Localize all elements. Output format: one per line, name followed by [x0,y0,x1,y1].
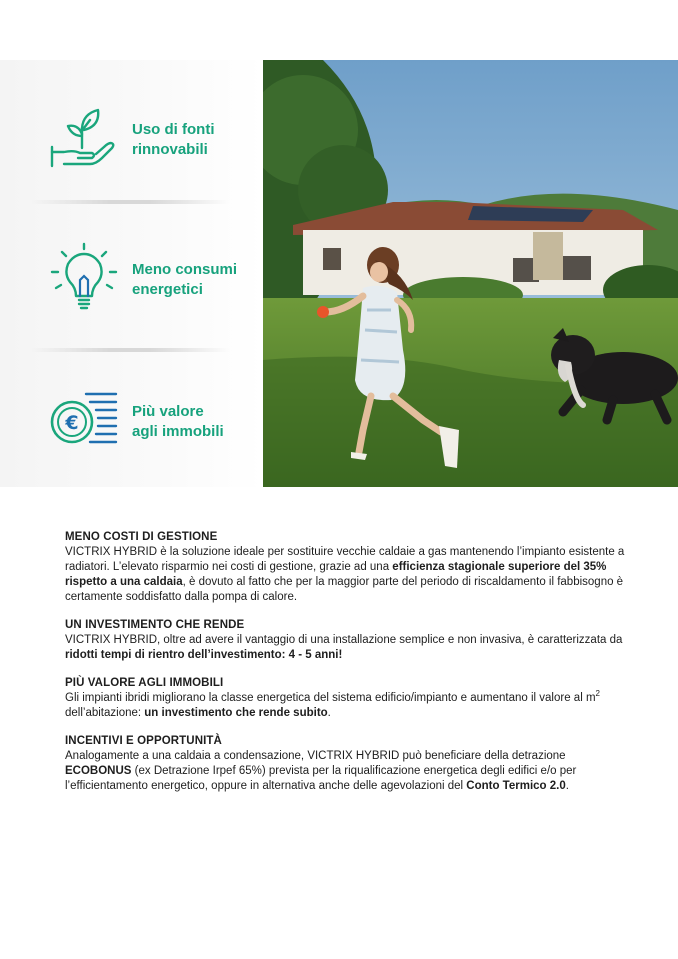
hand-plant-icon [46,100,126,180]
section-title: UN INVESTIMENTO CHE RENDE [65,619,245,631]
light-bulb-icon [46,240,126,320]
section-body [65,545,625,605]
content-section [65,618,625,663]
content-section [65,530,625,605]
body-text: Analogamente a una caldaia a condensazione, VICTRIX HYBRID può beneficiare della detrazione [65,750,566,762]
feature-label [132,120,256,160]
body-text: VICTRIX HYBRID, oltre ad avere il vantaggio di una installazione semplice e non invasiva, è caratterizzata da [65,634,623,646]
feature-value [46,382,256,462]
text-content [65,530,625,807]
content-section [65,734,625,794]
section-title: INCENTIVI E OPPORTUNITÀ [65,735,222,747]
feature-label-line: energetici [132,281,203,298]
feature-label [132,260,256,300]
bold-text: un investimento che rende subito [144,707,328,719]
feature-label-line: agli immobili [132,423,224,440]
bold-text: ridotti tempi di rientro dell’investimento: 4 - 5 anni! [65,649,343,661]
bold-text: efficienza stagionale superiore del 35% rispetto a una caldaia [65,561,607,588]
euro-coin-icon [46,382,126,462]
section-title: PIÙ VALORE AGLI IMMOBILI [65,677,224,689]
body-text: . [327,707,331,719]
feature-label-line: Meno consumi [132,261,238,278]
body-text: Gli impianti ibridi migliorano la classe energetica del sistema edificio/impianto e aumentano il valore al m [65,692,596,704]
body-text: dell’abitazione: [65,707,145,719]
bold-text: Conto Termico 2.0 [466,780,566,792]
features-panel [0,60,263,487]
divider [30,200,230,204]
feature-consumption [46,240,256,320]
section-body [65,749,625,794]
svg-text:€: € [65,412,79,434]
section-body [65,691,625,721]
feature-label-line: Uso di fonti [132,121,215,138]
content-section [65,676,625,721]
bold-text: ECOBONUS [65,765,132,777]
body-text: , è dovuto al fatto che per la maggior parte del periodo di riscaldamento il fabbisogno è certamente soddisfatto dalla pompa di calore. [65,576,624,603]
superscript-text: 2 [595,689,600,699]
hero-banner [0,60,678,487]
body-text: (ex Detrazione Irpef 65%) prevista per la riqualificazione energetica degli edifici e/o per l’efficientamento energetico, oppure in alternativa anche delle agevolazioni del [65,765,577,792]
section-title: MENO COSTI DI GESTIONE [65,531,218,543]
feature-label-line: rinnovabili [132,141,208,158]
feature-renewables [46,100,256,180]
family-garden-photo [263,60,678,487]
body-text: . [565,780,569,792]
body-text: VICTRIX HYBRID è la soluzione ideale per sostituire vecchie caldaie a gas mantenendo l’impianto esistente a radiatori. L’elevato risparmio nei costi di gestione, grazie ad una [65,546,625,573]
divider [30,348,230,352]
section-body [65,633,625,663]
feature-label-line: Più valore [132,403,204,420]
feature-label [132,402,256,442]
